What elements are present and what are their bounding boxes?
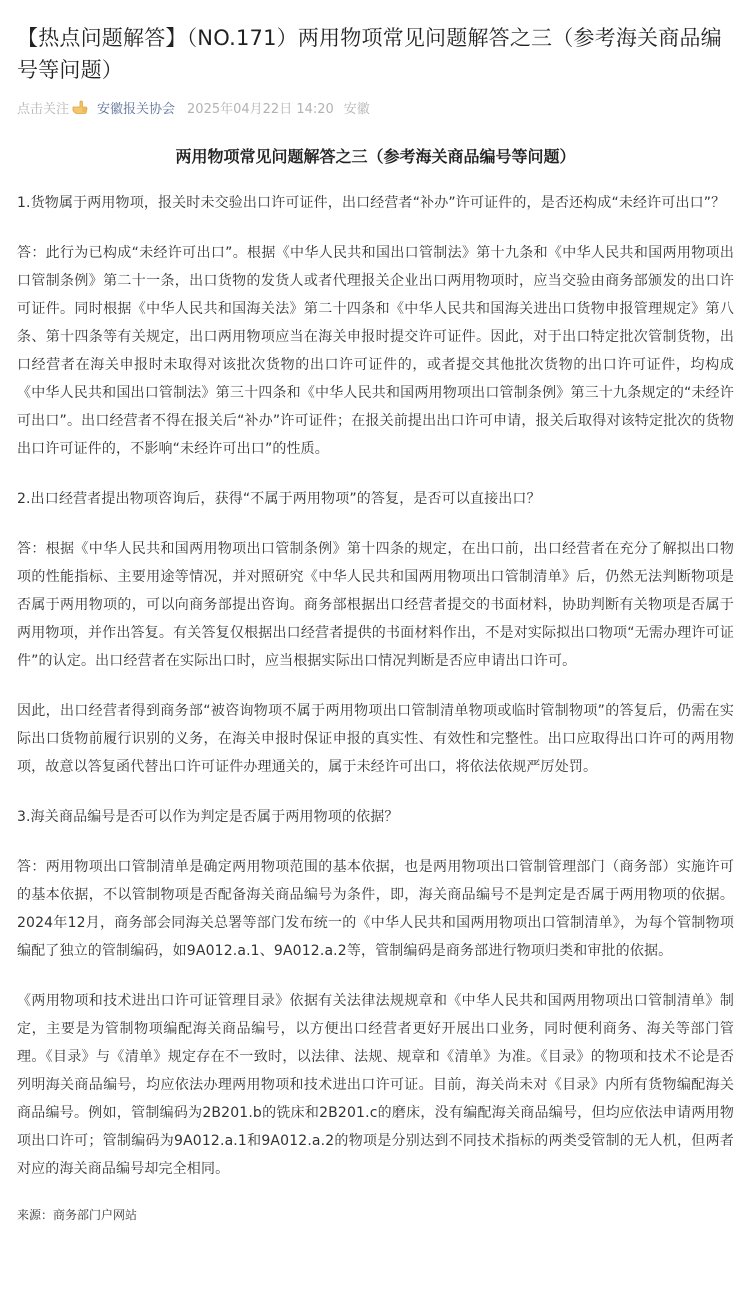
article-content: [17, 189, 734, 1183]
question-2: 2.出口经营者提出物项咨询后，获得“不属于两用物项”的答复，是否可以直接出口？: [17, 491, 541, 507]
follow-link[interactable]: 点击关注: [17, 101, 70, 117]
account-name-link[interactable]: 安徽报关协会: [97, 101, 176, 117]
source-note: 来源：商务部门户网站: [17, 1208, 138, 1222]
publish-date: 2025年04月22日 14:20: [187, 101, 334, 117]
question-1: 1.货物属于两用物项，报关时未交验出口许可证件，出口经营者“补办”许可证件的，是否还构成“未经许可出口”？: [17, 195, 726, 211]
answer-1: 答：此行为已构成“未经许可出口”。根据《中华人民共和国出口管制法》第十九条和《中华人民共和国两用物项出口管制条例》第二十一条，出口货物的发货人或者代理报关企业出口两用物项时，应当交验由商务部颁发的出口许可证件。同时根据《中华人民共和国海关法》第二十四条和《中华人民共和国海关进出口货物申报管理规定》第八条、第十四条等有关规定，出口两用物项应当在海关申报时提交许可证件。因此，对于出口特定批次管制货物，出口经营者在海关申报时未取得对该批次货物的出口许可证件的，或者提交其他批次货物的出口许可证件，均构成《中华人民共和国出口管制法》第三十四条和《中华人民共和国两用物项出口管制条例》第三十九条规定的“未经许可出口”。出口经营者不得在报关后“补办”许可证件；在报关前提出出口许可申请，报关后取得对该特定批次的货物出口许可证件的，不影响“未经许可出口”的性质。: [17, 245, 734, 457]
answer-3-continued: 《两用物项和技术进出口许可证管理目录》依据有关法律法规规章和《中华人民共和国两用物项出口管制清单》制定，主要是为管制物项编配海关商品编号，以方便出口经营者更好开展出口业务，同时便利商务、海关等部门管理。《目录》与《清单》规定存在不一致时，以法律、法规、规章和《清单》为准。《目录》的物项和技术不论是否列明海关商品编号，均应依法办理两用物项和技术进出口许可证。目前，海关尚未对《目录》内所有货物编配海关商品编号。例如，管制编码为2B201.b的铣床和2B201.c的磨床，没有编配海关商品编号，但均应依法申请两用物项出口许可；管制编码为9A012.a.1和9A012.a.2的物项是分别达到不同技术指标的两类受管制的无人机，但两者对应的海关商品编号却完全相同。: [17, 993, 734, 1177]
publish-location: 安徽: [343, 101, 370, 117]
answer-2: 答：根据《中华人民共和国两用物项出口管制条例》第十四条的规定，在出口前，出口经营者在充分了解拟出口物项的性能指标、主要用途等情况，并对照研究《中华人民共和国两用物项出口管制清单》后，仍然无法判断物项是否属于两用物项的，可以向商务部提出咨询。商务部根据出口经营者提交的书面材料，协助判断有关物项是否属于两用物项，并作出答复。有关答复仅根据出口经营者提供的书面材料作出，不是对实际拟出口物项“无需办理许可证件”的认定。出口经营者在实际出口时，应当根据实际出口情况判断是否应申请出口许可。: [17, 541, 734, 669]
question-3: 3.海关商品编号是否可以作为判定是否属于两用物项的依据？: [17, 809, 399, 825]
article-meta: [17, 96, 734, 118]
pointing-hand-icon[interactable]: [71, 99, 89, 115]
article-title: 【热点问题解答】（NO.171）两用物项常见问题解答之三（参考海关商品编号等问题）: [17, 26, 722, 82]
answer-3: 答：两用物项出口管制清单是确定两用物项范围的基本依据，也是两用物项出口管制管理部门（商务部）实施许可的基本依据，不以管制物项是否配备海关商品编号为条件，即，海关商品编号不是判定是否属于两用物项的依据。2024年12月，商务部会同海关总署等部门发布统一的《中华人民共和国两用物项出口管制清单》，为每个管制物项编配了独立的管制编码，如9A012.a.1、9A012.a.2等，管制编码是商务部进行物项归类和审批的依据。: [17, 859, 734, 959]
answer-2-continued: 因此，出口经营者得到商务部“被咨询物项不属于两用物项出口管制清单物项或临时管制物项”的答复后，仍需在实际出口货物前履行识别的义务，在海关申报时保证申报的真实性、有效性和完整性。出口应取得出口许可的两用物项，故意以答复函代替出口许可证件办理通关的，属于未经许可出口，将依法依规严厉处罚。: [17, 703, 734, 775]
article-subtitle: 两用物项常见问题解答之三（参考海关商品编号等问题）: [175, 147, 576, 166]
